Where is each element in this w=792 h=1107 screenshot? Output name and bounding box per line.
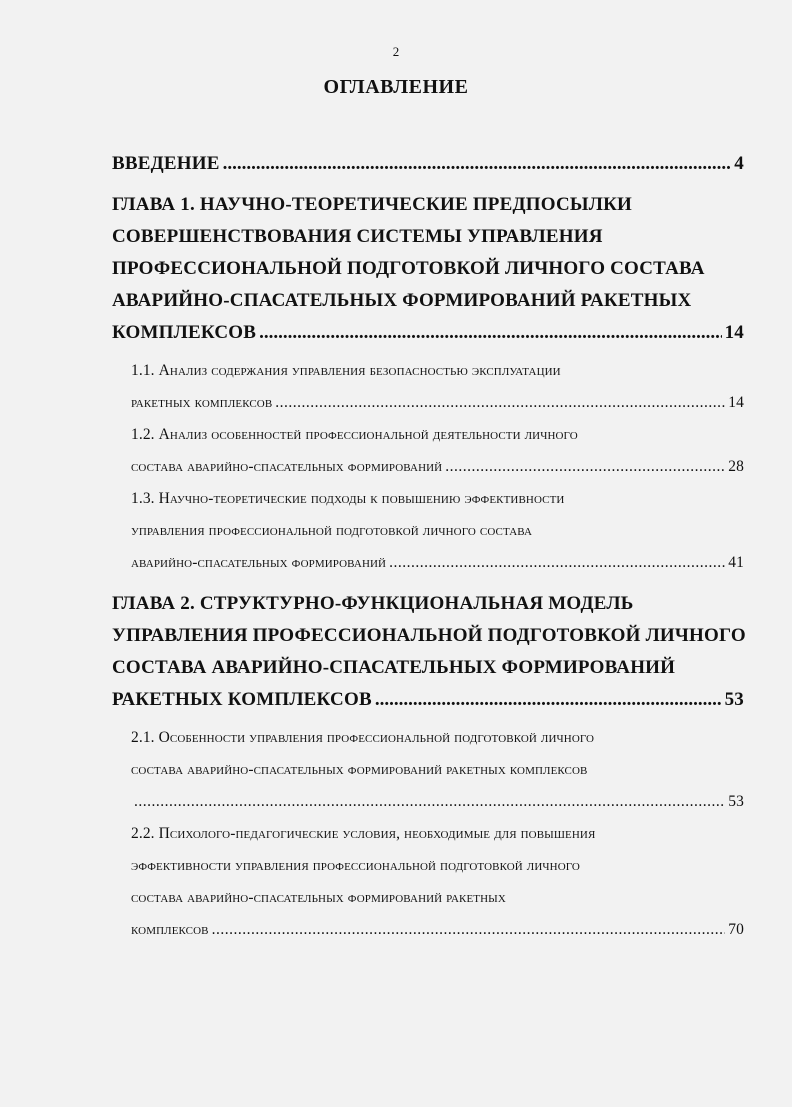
- leader-dots: [223, 153, 732, 175]
- section-1-2-line: состава аварийно-спасательных формирований: [131, 458, 443, 475]
- toc-entry-1-2: [131, 458, 744, 476]
- section-1-3-line: управления профессиональной подготовкой личного состава: [131, 522, 533, 539]
- chapter1-line: ПРОФЕССИОНАЛЬНОЙ ПОДГОТОВКОЙ ЛИЧНОГО СОСТАВА: [112, 258, 705, 279]
- toc-page-number: 53: [724, 689, 744, 710]
- toc-page-number: 28: [728, 458, 744, 475]
- toc-page-number: 41: [728, 554, 744, 571]
- section-1-2-line: 1.2. Анализ особенностей профессиональной деятельности личного: [131, 426, 578, 443]
- section-2-1-line: 2.1. Особенности управления профессиональной подготовкой личного: [131, 729, 595, 746]
- section-1-1-line: 1.1. Анализ содержания управления безопасностью эксплуатации: [131, 362, 561, 379]
- leader-dots: [445, 458, 725, 476]
- toc-page-number: 53: [728, 793, 744, 810]
- leader-dots: [375, 689, 722, 711]
- toc-title: ОГЛАВЛЕНИЕ: [323, 76, 469, 98]
- chapter2-line: УПРАВЛЕНИЯ ПРОФЕССИОНАЛЬНОЙ ПОДГОТОВКОЙ ЛИЧНОГО: [112, 625, 746, 646]
- toc-entry-2-1: [131, 793, 744, 811]
- leader-dots: [134, 793, 725, 811]
- chapter1-line: КОМПЛЕКСОВ: [112, 322, 257, 343]
- toc-page-number: 14: [724, 322, 744, 343]
- toc-entry-2-2: [131, 921, 744, 939]
- toc-entry-label: ВВЕДЕНИЕ: [112, 153, 220, 174]
- chapter2-line: СОСТАВА АВАРИЙНО-СПАСАТЕЛЬНЫХ ФОРМИРОВАНИЙ: [112, 657, 676, 678]
- toc-entry-chapter2: [112, 689, 744, 711]
- section-1-1-line: ракетных комплексов: [131, 394, 273, 411]
- chapter2-line: ГЛАВА 2. СТРУКТУРНО-ФУНКЦИОНАЛЬНАЯ МОДЕЛЬ: [112, 593, 634, 614]
- toc-page-number: 4: [734, 153, 744, 174]
- page-number: 2: [392, 44, 400, 59]
- section-1-3-line: 1.3. Научно-теоретические подходы к повышению эффективности: [131, 490, 565, 507]
- section-2-2-line: эффективности управления профессиональной подготовкой личного: [131, 857, 580, 874]
- section-2-2-line: 2.2. Психолого-педагогические условия, необходимые для повышения: [131, 825, 596, 842]
- toc-page-number: 70: [728, 921, 744, 938]
- chapter1-line: АВАРИЙНО-СПАСАТЕЛЬНЫХ ФОРМИРОВАНИЙ РАКЕТНЫХ: [112, 290, 692, 311]
- chapter1-line: ГЛАВА 1. НАУЧНО-ТЕОРЕТИЧЕСКИЕ ПРЕДПОСЫЛКИ: [112, 194, 633, 215]
- section-1-3-line: аварийно-спасательных формирований: [131, 554, 387, 571]
- chapter2-line: РАКЕТНЫХ КОМПЛЕКСОВ: [112, 689, 372, 710]
- section-2-2-line: комплексов: [131, 921, 209, 938]
- section-2-1-line: состава аварийно-спасательных формирований ракетных комплексов: [131, 761, 588, 778]
- toc-entry-1-3: [131, 554, 744, 572]
- toc-entry-intro: [112, 153, 744, 175]
- leader-dots: [212, 921, 726, 939]
- leader-dots: [389, 554, 725, 572]
- section-2-2-line: состава аварийно-спасательных формирований ракетных: [131, 889, 506, 906]
- leader-dots: [275, 394, 725, 412]
- toc-entry-1-1: [131, 394, 744, 412]
- leader-dots: [259, 322, 721, 344]
- toc-entry-chapter1: [112, 322, 744, 344]
- toc-page-number: 14: [728, 394, 744, 411]
- chapter1-line: СОВЕРШЕНСТВОВАНИЯ СИСТЕМЫ УПРАВЛЕНИЯ: [112, 226, 603, 247]
